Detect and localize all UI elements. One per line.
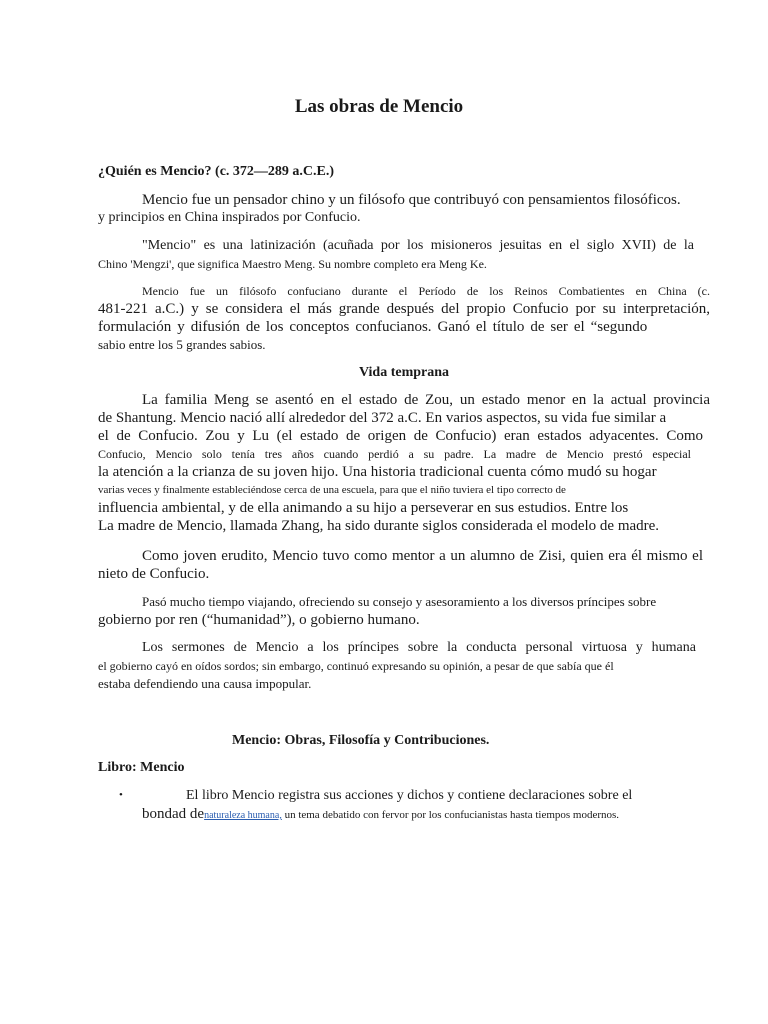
text-line: 481-221 a.C.) y se considera el más grande después del propio Confucio por su interpretación, [98,301,710,317]
text-line [142,805,702,825]
link-naturaleza-humana[interactable]: naturaleza humana, [204,810,282,821]
text-line: Los sermones de Mencio a los príncipes sobre la conducta personal virtuosa y humana [142,640,696,655]
text-line: gobierno por ren (“humanidad”), o gobierno humano. [98,612,420,628]
paragraph-travel [98,593,710,629]
text-line: influencia ambiental, y de ella animando a su hijo a perseverar en sus estudios. Entre los [98,500,629,516]
paragraph-family [98,391,710,535]
bullet-item [142,787,702,825]
text-line: de Shantung. Mencio nació allí alrededor del 372 a.C. En varios aspectos, su vida fue similar a [98,410,667,426]
subheading-libro: Libro: Mencio [98,760,185,775]
section-heading-quien: ¿Quién es Mencio? (c. 372—289 a.C.E.) [98,164,335,179]
text-line: La madre de Mencio, llamada Zhang, ha sido durante siglos considerada el modelo de madre. [98,518,660,534]
text-line: Mencio fue un pensador chino y un filósofo que contribuyó con pensamientos filosóficos. [142,192,681,208]
text-line: Pasó mucho tiempo viajando, ofreciendo su consejo y asesoramiento a los diversos príncipes sobre [142,594,657,609]
bullet-marker: • [119,789,123,801]
text-line: el de Confucio. Zou y Lu (el estado de origen de Confucio) eran estados adyacentes. Como [98,428,703,444]
text-line: "Mencio" es una latinización (acuñada por los misioneros jesuitas en el siglo XVII) de la [142,238,694,253]
section-heading-vida: Vida temprana [358,365,450,380]
document-title: Las obras de Mencio [294,96,464,117]
text-line: el gobierno cayó en oídos sordos; sin embargo, continuó expresando su opinión, a pesar de que sabía que él [98,659,614,673]
text-line: formulación y difusión de los conceptos confucianos. Ganó el título de ser el “segundo [98,319,648,335]
text-line: nieto de Confucio. [98,566,210,582]
paragraph-scholar [98,547,703,583]
paragraph-sermons [98,639,696,693]
text-line: y principios en China inspirados por Confucio. [98,210,361,225]
section-heading-obras: Mencio: Obras, Filosofía y Contribuciones. [232,733,490,748]
text-line: El libro Mencio registra sus acciones y dichos y contiene declaraciones sobre el [186,788,633,803]
paragraph-latinization [98,237,694,273]
text-fragment: un tema debatido con fervor por los confucianistas hasta tiempos modernos. [281,809,620,821]
text-line: Mencio fue un filósofo confuciano durante el Período de los Reinos Combatientes en China (c. [142,284,710,298]
text-line: La familia Meng se asentó en el estado de Zou, un estado menor en la actual provincia [142,392,710,408]
text-line: Como joven erudito, Mencio tuvo como mentor a un alumno de Zisi, quien era él mismo el [142,548,703,564]
text-line: Confucio, Mencio solo tenía tres años cuando perdió a su padre. La madre de Mencio prestó especial [98,447,691,461]
text-line: la atención a la crianza de su joven hijo. Una historia tradicional cuenta cómo mudó su hogar [98,464,657,480]
paragraph-intro [98,191,710,227]
text-line: sabio entre los 5 grandes sabios. [98,337,266,352]
paragraph-philosopher [98,282,710,354]
text-fragment: bondad de [142,806,205,822]
text-line: Chino 'Mengzi', que significa Maestro Meng. Su nombre completo era Meng Ke. [98,257,487,271]
text-line: varias veces y finalmente estableciéndose cerca de una escuela, para que el niño tuviera el tipo correcto de [98,484,566,496]
text-line: estaba defendiendo una causa impopular. [98,676,312,691]
